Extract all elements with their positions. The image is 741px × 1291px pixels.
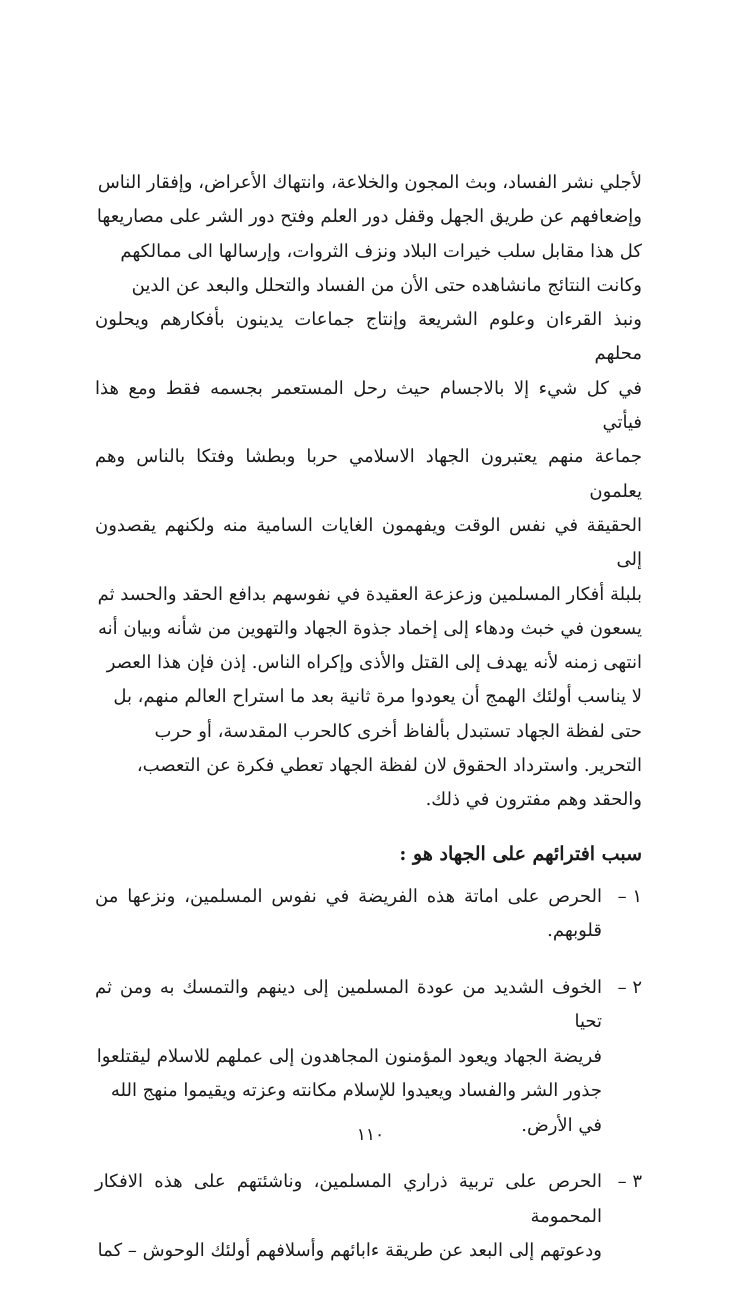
item-line: ودعوتهم إلى البعد عن طريقة ءابائهم وأسلافهم أولئك الوحوش – كما [97, 1240, 602, 1262]
paragraph-line: يسعون في خبث ودهاء إلى إخماد جذوة الجهاد والتهوين من شأنه وبيان أنه [97, 617, 642, 639]
paragraph-line: لا يناسب أولئك الهمج أن يعودوا مرة ثانية بعد ما استراح العالم منهم، بل [113, 686, 642, 708]
paragraph-line: في كل شيء إلا بالاجسام حيث رحل المستعمر بجسمه فقط ومع هذا فيأتي [95, 377, 642, 434]
body-paragraph [95, 166, 642, 818]
paragraph-line: وإضعافهم عن طريق الجهل وقفل دور العلم وفتح دور الشر على مصاريعها [96, 206, 642, 228]
paragraph-line: حتى لفظة الجهاد تستبدل بألفاظ أخرى كالحرب المقدسة، أو حرب [154, 720, 642, 742]
item-number: ٣ – [617, 1171, 642, 1193]
paragraph-line: وكانت النتائج مانشاهده حتى الأن من الفساد والتحلل والبعد عن الدين [131, 274, 642, 296]
paragraph-line: انتهى زمنه لأنه يهدف إلى القتل والأذى وإكراه الناس. إذن فإن هذا العصر [106, 652, 642, 674]
page-number: ١١٠ [356, 1125, 385, 1145]
list-item [95, 1165, 642, 1269]
item-number: ٢ – [617, 976, 642, 998]
item-line: الحرص على تربية ذراري المسلمين، وناشئتهم على هذه الافكار المحمومة [95, 1171, 602, 1227]
paragraph-line: ونبذ القرءان وعلوم الشريعة وإنتاج جماعات يدينون بأفكارهم ويحلون محلهم [95, 309, 642, 365]
item-line: فريضة الجهاد ويعود المؤمنون المجاهدون إلى عملهم للاسلام ليقتلعوا [96, 1045, 602, 1067]
paragraph-line: جماعة منهم يعتبرون الجهاد الاسلامي حربا وبطشا وفتكا بالناس وهم يعلمون [95, 446, 642, 502]
item-number: ١ – [617, 885, 642, 907]
paragraph-line: لأجلي نشر الفساد، وبث المجون والخلاعة، وانتهاك الأعراض، وإفقار الناس [97, 172, 642, 193]
item-line: الخوف الشديد من عودة المسلمين إلى دينهم والتمسك به ومن ثم تحيا [95, 976, 602, 1033]
paragraph-line: بلبلة أفكار المسلمين وزعزعة العقيدة في نفوسهم بدافع الحقد والحسد ثم [97, 583, 642, 605]
list-item [95, 880, 642, 949]
paragraph-line: التحرير. واسترداد الحقوق لان لفظة الجهاد تعطي فكرة عن التعصب، [136, 755, 642, 777]
page-content [95, 166, 642, 1291]
item-line: في الأرض. [521, 1114, 602, 1136]
paragraph-line: الحقيقة في نفس الوقت ويفهمون الغايات السامية منه ولكنهم يقصدون إلى [95, 514, 642, 571]
list-item [95, 971, 642, 1144]
item-line: الحرص على اماتة هذه الفريضة في نفوس المسلمين، ونزعها من قلوبهم. [95, 885, 602, 942]
item-line: جذور الشر والفساد ويعيدوا للإسلام مكانته وعزته ويقيموا منهج الله [110, 1080, 602, 1102]
paragraph-line: كل هذا مقابل سلب خيرات البلاد ونزف الثروات، وإرسالها الى ممالكهم [120, 240, 642, 262]
section-heading: سبب افترائهم على الجهاد هو : [399, 842, 642, 865]
paragraph-line: والحقد وهم مفترون في ذلك. [425, 789, 642, 811]
